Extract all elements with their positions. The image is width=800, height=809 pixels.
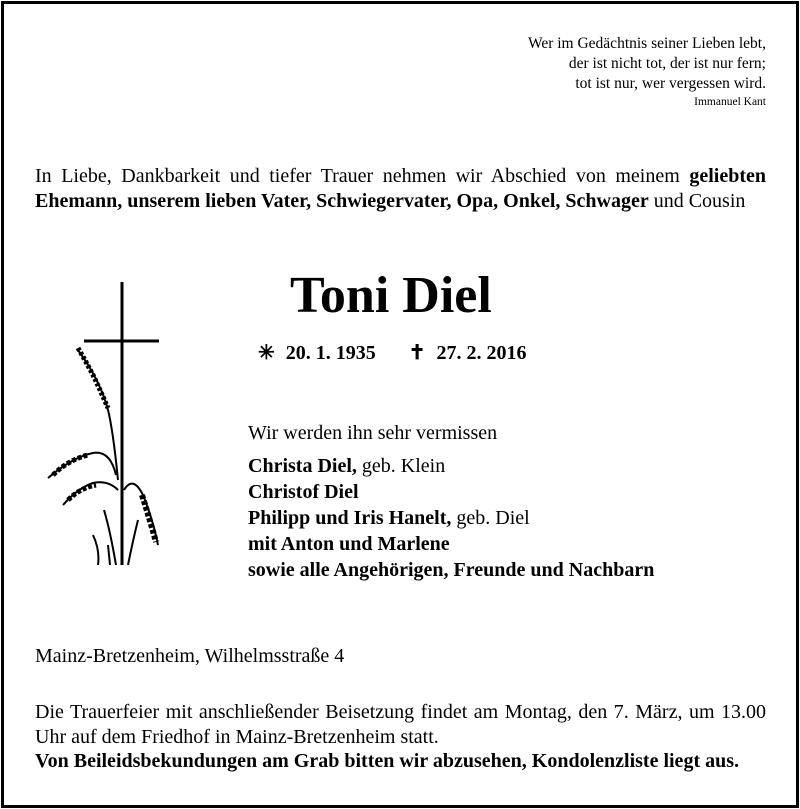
death-date: 27. 2. 2016 [436, 342, 527, 364]
intro-text-end: und Cousin [653, 190, 746, 212]
member-name: mit Anton und Marlene [248, 533, 450, 555]
kant-quote [528, 34, 766, 110]
intro-text: In Liebe, Dankbarkeit und tiefer Trauer nehmen wir Abschied von meinem [35, 165, 680, 187]
address: Mainz-Bretzenheim, Wilhelmsstraße 4 [35, 645, 345, 667]
quote-author: Immanuel Kant [694, 96, 766, 108]
family-member [248, 531, 654, 557]
member-name: sowie alle Angehörigen, Freunde und Nachbarn [248, 559, 655, 581]
family-member [248, 557, 654, 583]
birth-date: 20. 1. 1935 [285, 342, 376, 364]
quote-line: der ist nicht tot, der ist nur fern; [568, 55, 766, 72]
member-suffix: geb. Diel [451, 507, 530, 529]
family-intro: Wir werden ihn sehr vermissen [248, 422, 498, 444]
life-dates [258, 340, 533, 365]
quote-line: tot ist nur, wer vergessen wird. [575, 75, 766, 92]
quote-line: Wer im Gedächtnis seiner Lieben lebt, [527, 35, 766, 52]
birth-star-icon: ✳ [258, 342, 275, 364]
condolence-note: Von Beileidsbekundungen am Grab bitten wir abzusehen, Kondolenzliste liegt aus. [35, 750, 740, 772]
intro-paragraph [35, 164, 766, 214]
closing-paragraph [35, 700, 766, 774]
member-name: Philipp und Iris Hanelt, [248, 507, 452, 529]
family-member [248, 505, 654, 531]
member-name: Christof Diel [248, 481, 359, 503]
member-suffix: geb. Klein [356, 455, 446, 477]
family-list [248, 420, 654, 583]
cross-wheat-icon [38, 280, 168, 565]
death-cross-icon: ✝ [408, 342, 426, 364]
deceased-name: Toni Diel [290, 267, 492, 324]
member-name: Christa Diel, [248, 455, 357, 477]
family-member [248, 479, 654, 505]
family-member [248, 453, 654, 479]
intro-bold-text: geliebten Ehemann, unserem lieben Vater, Schwiegervater, Opa, Onkel, Schwager [35, 165, 767, 212]
funeral-info: Die Trauerfeier mit anschließender Beisetzung findet am Montag, den 7. März, um 13.00 Uhr auf dem Friedhof in Mainz-Bretzenheim statt. [35, 701, 766, 748]
